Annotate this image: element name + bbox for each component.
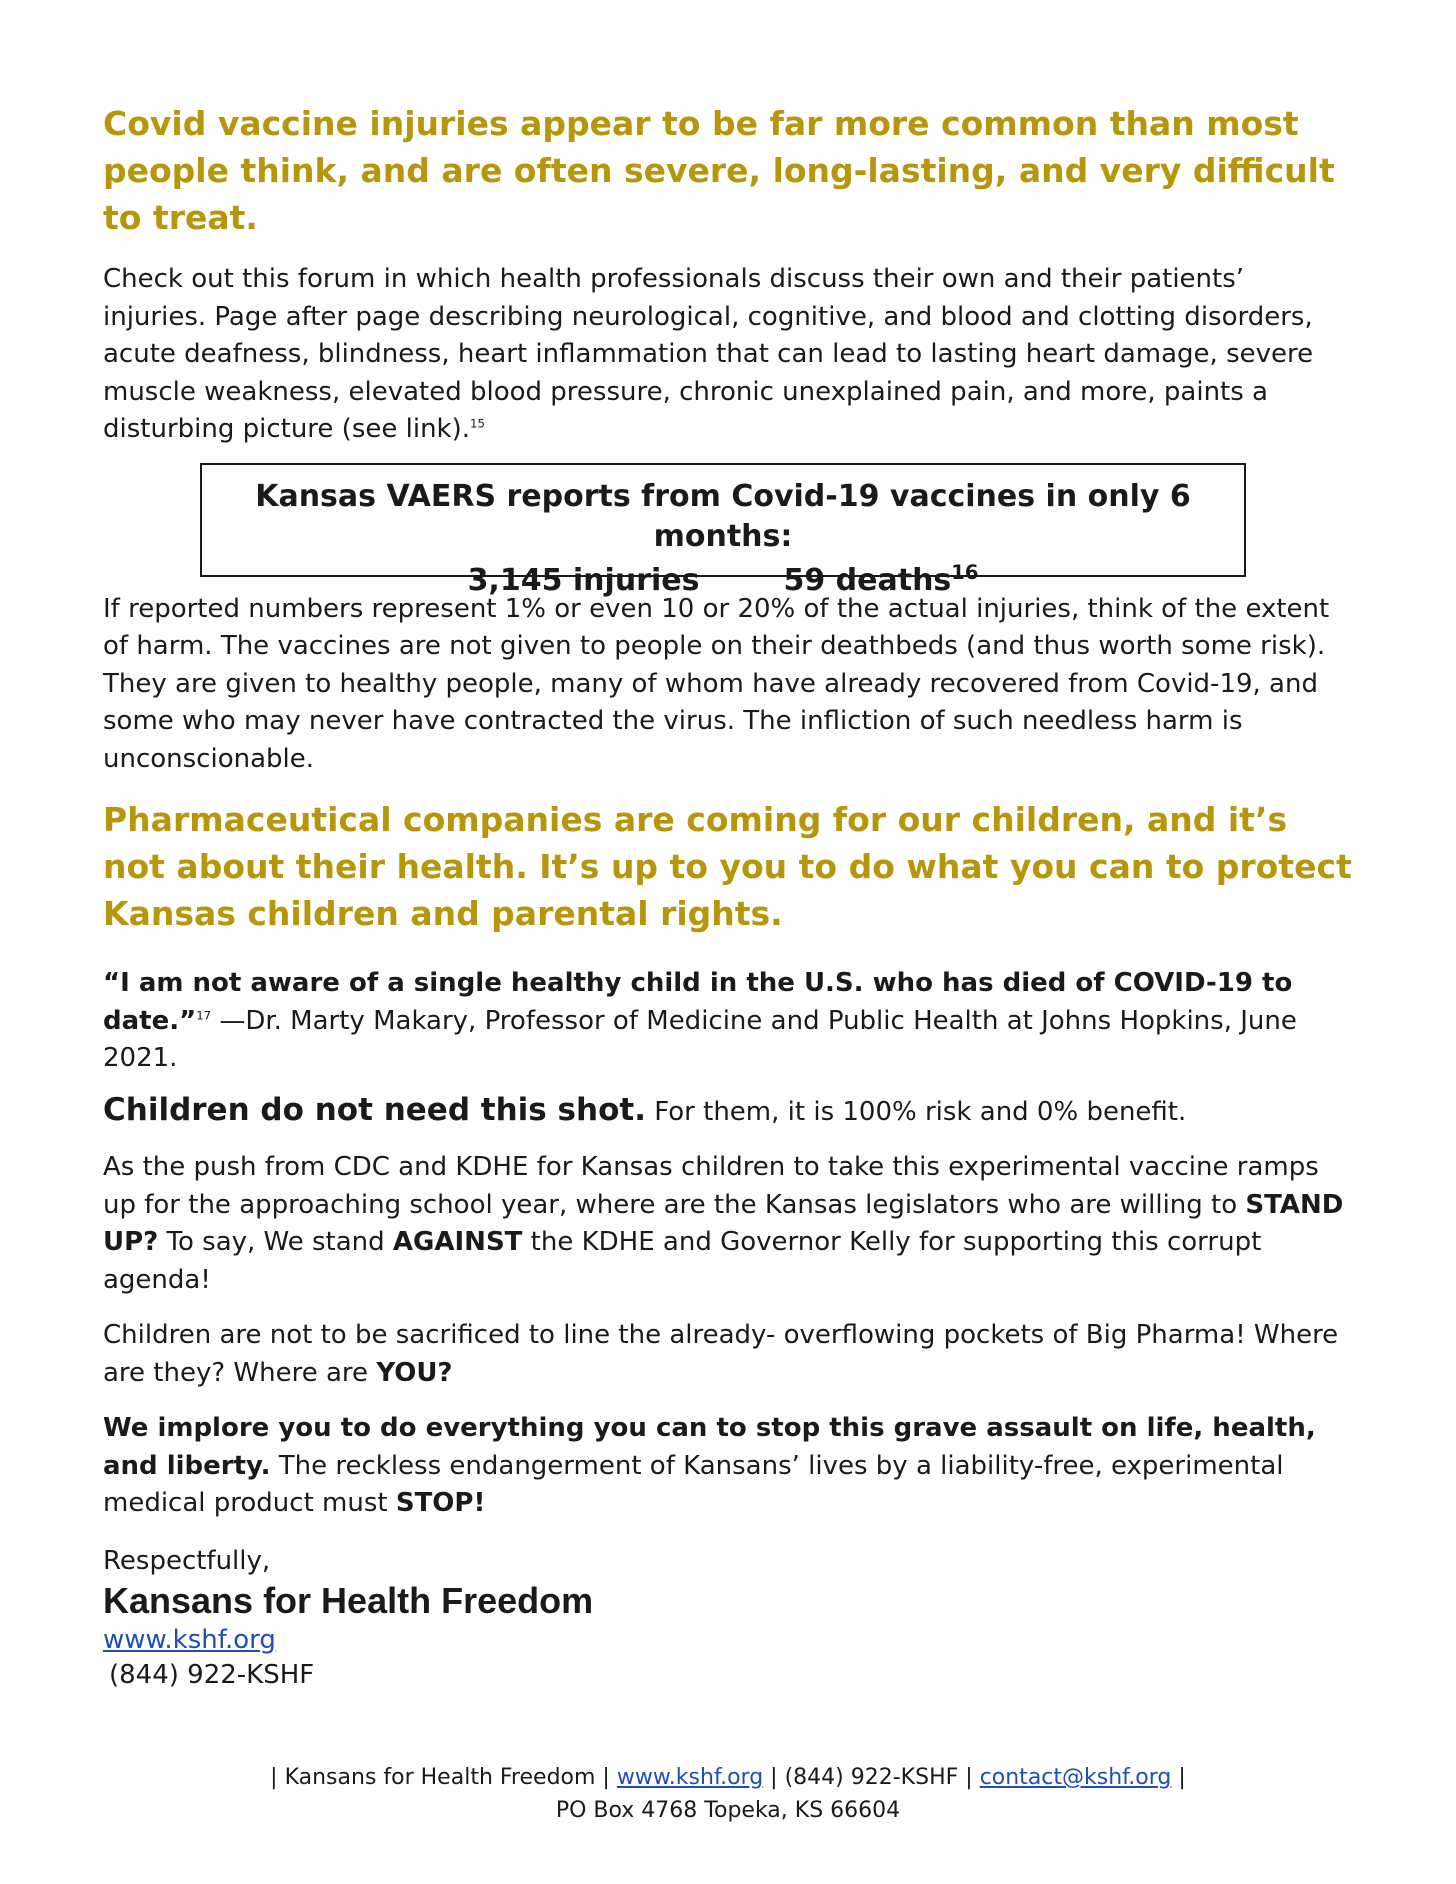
quote-attribution: —Dr. Marty Makary, Professor of Medicine and Public Health at Johns Hopkins, June 2021. [103, 1005, 1297, 1073]
signature-block [103, 1543, 1353, 1693]
para4-you: YOU? [376, 1357, 453, 1388]
vaers-title: Kansas VAERS reports from Covid-19 vaccines in only 6 months: [255, 478, 1191, 554]
footnote-17: 17 [196, 1007, 212, 1022]
signature-org: Kansans for Health Freedom [103, 1580, 594, 1621]
footer-org: Kansans for Health Freedom [284, 1765, 596, 1790]
para3-text-2: To say, We stand [158, 1227, 393, 1257]
para4-text: Children are not to be sacrificed to line the already- overflowing pockets of Big Pharma! Where are they? Where are [103, 1320, 1339, 1388]
para3-stand-up: STAND UP? [103, 1189, 1344, 1257]
para5-text: The reckless endangerment of Kansans’ lives by a liability-free, experimental medical product must [103, 1450, 1284, 1518]
para3-text-3: the KDHE and Governor Kelly for supporting this corrupt agenda! [103, 1227, 1262, 1295]
footer-separator: | [965, 1765, 973, 1790]
footer-separator: | [770, 1765, 778, 1790]
footnote-15: 15 [470, 416, 485, 431]
para3-text-1: As the push from CDC and KDHE for Kansas children to take this experimental vaccine ramps up for the approaching school year, where are the Kansas legislators who are willing to [103, 1152, 1319, 1220]
footer-separator: | [602, 1765, 610, 1790]
footer-separator: | [270, 1765, 278, 1790]
children-rest: For them, it is 100% risk and 0% benefit. [645, 1096, 1187, 1127]
footer-separator: | [1178, 1765, 1186, 1790]
footer-phone: (844) 922-KSHF [784, 1765, 959, 1790]
paragraph-children-shot [103, 1092, 1353, 1132]
paragraph-reported-numbers: If reported numbers represent 1% or even 10 or 20% of the actual injuries, think of the extent of harm. The vaccines are not given to people on their deathbeds (and thus worth some risk). They are given to healthy people, many of whom have already recovered from Covid-19, and some who may never have contracted the virus. The infliction of such needless harm is unconscionable. [103, 593, 1330, 774]
paragraph-big-pharma [103, 1317, 1353, 1392]
paragraph-implore [103, 1410, 1353, 1523]
footer-email-link[interactable]: contact@kshf.org [979, 1765, 1172, 1790]
footer-contact-line [0, 1761, 1456, 1794]
heading-vaccine-injuries: Covid vaccine injuries appear to be far more common than most people think, and are often severe, long-lasting, and very difficult to treat. [103, 104, 1335, 237]
signature-phone: (844) 922-KSHF [109, 1660, 315, 1690]
footer-website-link[interactable]: www.kshf.org [616, 1765, 764, 1790]
paragraph-forum [103, 261, 1353, 449]
vaers-box [200, 463, 1246, 598]
vaers-injuries: 3,145 injuries [467, 562, 700, 598]
vaers-deaths: 59 deaths [783, 562, 952, 598]
footer-address: PO Box 4768 Topeka, KS 66604 [555, 1798, 901, 1823]
heading-pharma-children: Pharmaceutical companies are coming for our children, and it’s not about their health. It’s up to you to do what you can to protect Kansas children and parental rights. [103, 800, 1352, 933]
children-lead: Children do not need this shot. [103, 1091, 646, 1128]
signature-website-link[interactable]: www.kshf.org [103, 1625, 276, 1655]
paragraph-cdc-kdhe [103, 1149, 1353, 1299]
para5-stop: STOP! [395, 1488, 486, 1518]
signature-closing: Respectfully, [103, 1545, 271, 1576]
quote-makary [103, 965, 1353, 1078]
paragraph-forum-text: Check out this forum in which health professionals discuss their own and their patients’ injuries. Page after page describing neurological, cognitive, and blood and clotting disorders, acute deafness, blindness, heart inflammation that can lead to lasting heart damage, severe muscle weakness, elevated blood pressure, chronic unexplained pain, and more, paints a disturbing picture (see link). [103, 264, 1314, 444]
para5-implore: We implore you to do everything you can to stop this grave assault on life, health, and liberty. [103, 1413, 1316, 1481]
quote-text: “I am not aware of a single healthy child in the U.S. who has died of COVID-19 to date.” [103, 968, 1293, 1036]
page-footer [0, 1761, 1456, 1827]
para3-against: AGAINST [392, 1227, 523, 1257]
footnote-16: 16 [951, 560, 979, 584]
letter-body [103, 100, 1353, 1692]
